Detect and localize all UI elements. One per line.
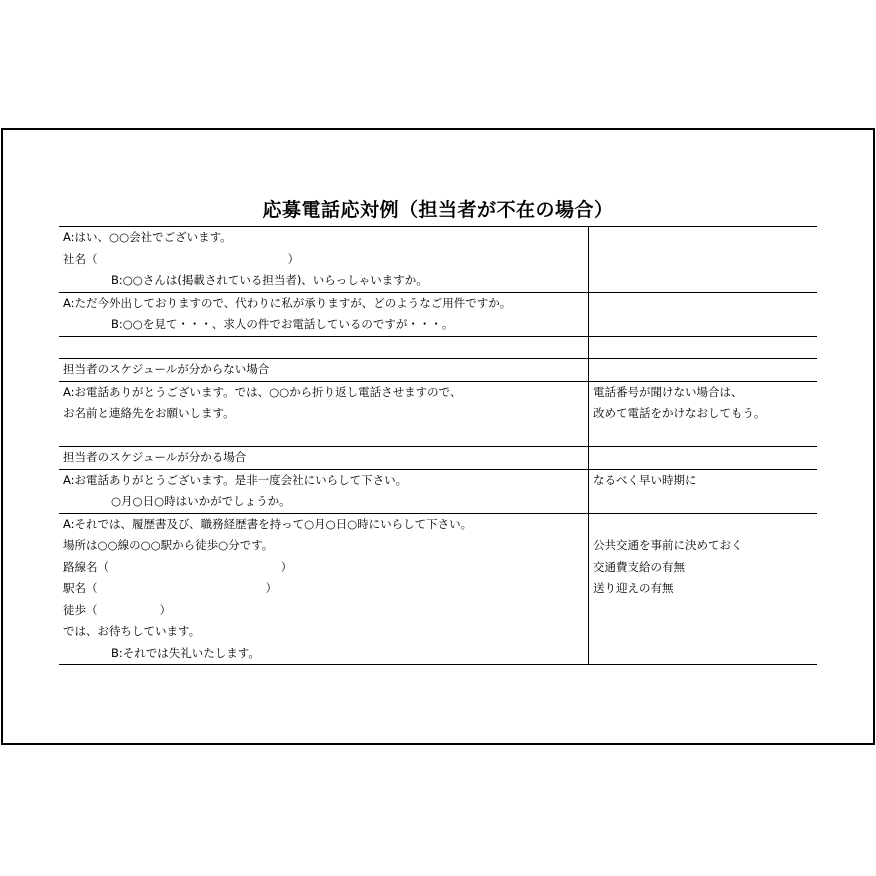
dialogue-line: 路線名（ ） xyxy=(63,559,293,574)
dialogue-line: お名前と連絡先をお願いします。 xyxy=(63,406,235,420)
note-cell xyxy=(589,227,817,292)
dialogue-line: B:○○を見て・・・、求人の件でお電話しているのですが・・・。 xyxy=(111,317,454,331)
table-row xyxy=(59,446,817,469)
dialogue-line: A:お電話ありがとうございます。では、○○から折り返し電話させますので、 xyxy=(63,384,462,399)
table-row xyxy=(59,381,817,447)
note-cell xyxy=(589,359,817,381)
dialogue-line: A:それでは、履歴書及び、職務経歴書を持って○月○日○時にいらして下さい。 xyxy=(63,516,473,531)
note-line xyxy=(589,514,817,536)
table-row xyxy=(59,358,817,381)
dialogue-line: 社名（ ） xyxy=(63,251,300,266)
document-title: 応募電話応対例（担当者が不在の場合） xyxy=(262,199,614,221)
dialogue-line: 駅名（ ） xyxy=(63,581,278,595)
note-cell xyxy=(589,470,817,513)
note-line: 改めて電話をかけなおしてもう。 xyxy=(593,406,766,420)
note-line: 公共交通を事前に決めておく xyxy=(593,538,743,552)
dialogue-line xyxy=(59,425,588,447)
dialogue-cell xyxy=(59,359,589,381)
table-row xyxy=(59,513,817,666)
dialogue-line: では、お待ちしています。 xyxy=(63,624,201,638)
dialogue-cell xyxy=(59,293,589,336)
dialogue-cell xyxy=(59,337,589,359)
table-row xyxy=(59,292,817,336)
note-line: 交通費支給の有無 xyxy=(593,559,685,574)
note-cell xyxy=(589,293,817,336)
dialogue-cell xyxy=(59,227,589,292)
dialogue-line: A:ただ今外出しておりますので、代わりに私が承りますが、どのようなご用件ですか。 xyxy=(63,295,512,310)
note-line: 送り迎えの有無 xyxy=(593,581,674,595)
script-table xyxy=(59,226,817,665)
dialogue-line: 場所は○○線の○○駅から徒歩○分です。 xyxy=(63,538,274,552)
dialogue-line: A:はい、○○会社でございます。 xyxy=(63,230,232,244)
dialogue-cell xyxy=(59,382,589,447)
dialogue-cell xyxy=(59,514,589,665)
dialogue-line: 担当者のスケジュールが分からない場合 xyxy=(63,362,270,376)
note-cell xyxy=(589,514,817,665)
dialogue-line: ○月○日○時はいかがでしょうか。 xyxy=(111,494,291,508)
table-row xyxy=(59,226,817,292)
dialogue-line xyxy=(59,337,588,359)
note-cell xyxy=(589,337,817,359)
note-line: 電話番号が聞けない場合は、 xyxy=(593,384,743,399)
note-cell xyxy=(589,447,817,469)
note-line: なるべく早い時期に xyxy=(593,472,697,487)
dialogue-line: B:○○さんは(掲載されている担当者)、いらっしゃいますか。 xyxy=(111,273,428,287)
table-row xyxy=(59,469,817,513)
dialogue-line: 徒歩（ ） xyxy=(63,602,172,617)
dialogue-cell xyxy=(59,470,589,513)
dialogue-line: B:それでは失礼いたします。 xyxy=(111,645,260,660)
dialogue-line: A:お電話ありがとうございます。是非一度会社にいらして下さい。 xyxy=(63,472,408,487)
dialogue-line: 担当者のスケジュールが分かる場合 xyxy=(63,450,247,464)
note-cell xyxy=(589,382,817,447)
dialogue-cell xyxy=(59,447,589,469)
table-row xyxy=(59,336,817,359)
